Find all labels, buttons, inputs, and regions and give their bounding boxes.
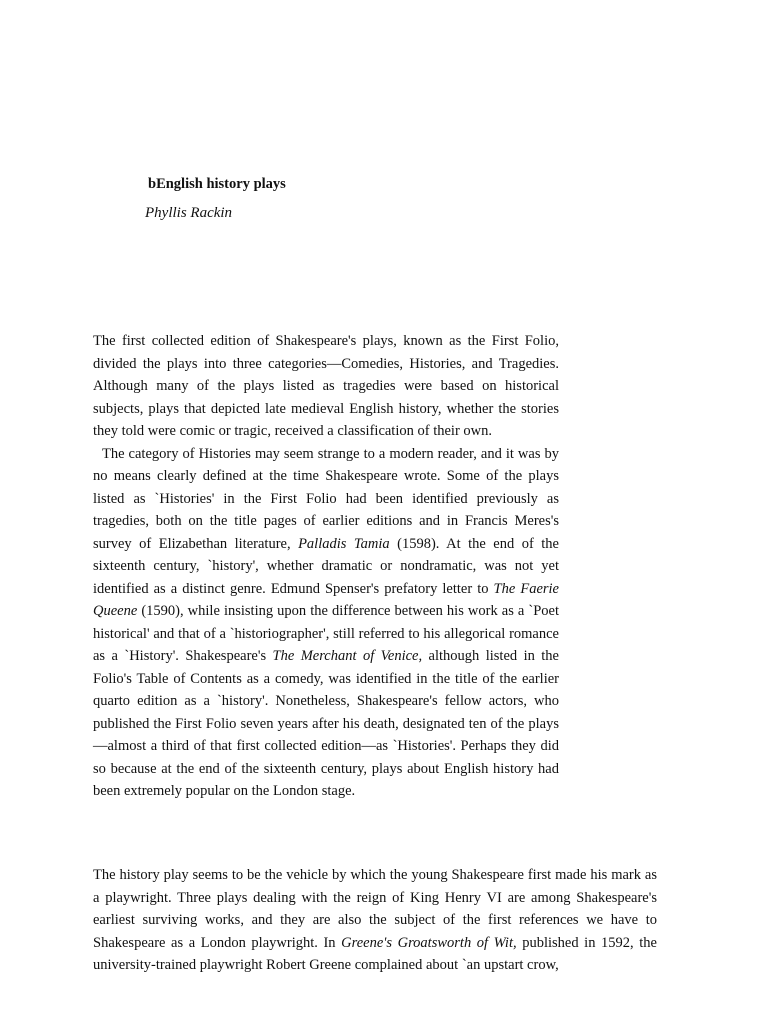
paragraph-2-run-3: (1590), while insisting upon the difference between his work as a `Poet historical' and that of a `historiographer', still referred to his allegorical romance as a `History'. Shakespeare's [93,603,559,664]
title-merchant-of-venice: The Merchant of Venice, [272,648,423,664]
title-greenes-groatsworth: Greene's Groatsworth of Wit, [341,934,517,951]
paragraph-3-run-2: published in 1592, the university-trained playwright Robert Greene complained about `an upstart crow, [93,934,657,973]
paragraph-2-run-4: although listed in the Folio's Table of Contents as a comedy, was identified in the title of the earlier quarto edition as a `history'. Nonetheless, Shakespeare's fellow actors, who published the First Folio seven years after his death, designated ten of the plays—almost a third of that first collected edition—as `Histories'. Perhaps they did so because at the end of the sixteenth century, plays about English history had been extremely popular on the London stage. [93,648,559,799]
paragraph-1: The first collected edition of Shakespeare's plays, known as the First Folio, divided the plays into three categories—Comedies, Histories, and Tragedies. Although many of the plays listed as tragedies were based on historical subjects, plays that depicted late medieval English history, whether the stories they told were comic or tragic, received a classification of their own. [93,333,559,439]
paragraph-2 [93,443,559,803]
paragraph-2-run-2: (1598). At the end of the sixteenth century, `history', whether dramatic or nondramatic, was not yet identified as a distinct genre. Edmund Spenser's prefatory letter to [93,535,559,597]
paragraph-3 [93,864,657,977]
title-faerie-queene: The Faerie Queene [93,580,559,619]
title-palladis-tamia: Palladis Tamia [298,535,390,552]
body-text [93,330,559,803]
chapter-title: bEnglish history plays [148,176,286,192]
paragraph-3-run-1: The history play seems to be the vehicle by which the young Shakespeare first made his mark as a playwright. Three plays dealing with the reign of King Henry VI are among Shakespeare's earliest surviving works, and they are also the subject of the first references we have to Shakespeare as a London playwright. In [93,867,657,951]
author-name: Phyllis Rackin [145,205,233,221]
paragraph-2-run-1: The category of Histories may seem strange to a modern reader, and it was by no means clearly defined at the time Shakespeare wrote. Some of the plays listed as `Histories' in the First Folio had been identified previously as tragedies, both on the title pages of earlier editions and in Francis Meres's survey of Elizabethan literature, [93,445,559,552]
body-text-continued [93,864,657,977]
